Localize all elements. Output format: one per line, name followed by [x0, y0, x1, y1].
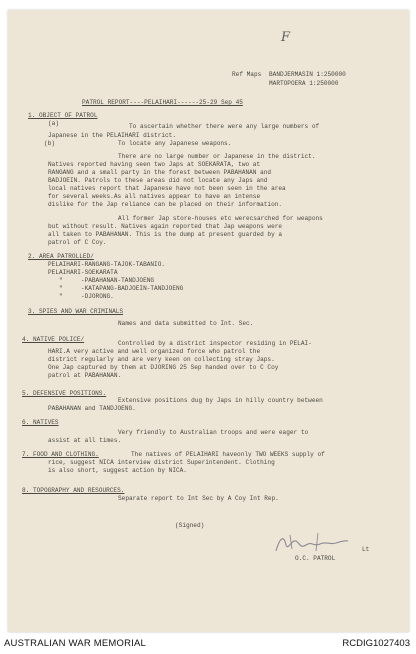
section-1a-label: (a) [48, 120, 59, 127]
section-1-para2-line: but without result. Natives again reported that Jap weapons were [48, 223, 283, 230]
section-4-line: patrol at PABAHANAN. [48, 372, 122, 379]
section-4-line: Controlled by a district inspector residing in PELAI- [118, 340, 312, 347]
signature-title: O.C. PATROL [295, 555, 336, 562]
area-route: " -DJORONG. [48, 293, 114, 300]
section-5-heading: 5. DEFENSIVE POSITIONS. [22, 390, 107, 397]
section-1-para1-line: RANGANG and a small party in the forest between PABAHANAN and [48, 169, 272, 176]
area-route: PELAIHARI-SOEKARATA [48, 269, 118, 276]
section-6-line: Very friendly to Australian troops and were eager to [118, 429, 309, 436]
section-7-heading: 7. FOOD AND CLOTHING. [22, 451, 99, 458]
section-7-line: The natives of PELAIHARI haveonly TWO WEEKS supply of [131, 451, 325, 458]
section-7-line: rice, suggest NICA interview district Superintendent. Clothing [48, 459, 275, 466]
section-1-heading: 1. OBJECT OF PATROL [28, 112, 98, 119]
handwritten-signature [270, 531, 358, 555]
section-6-line: assist at all times. [48, 437, 122, 444]
section-3-heading: 3. SPIES AND WAR CRIMINALS [28, 308, 124, 315]
signed-note: (Signed) [175, 522, 205, 529]
section-4-line: One Jap captured by them at DJORING 25 Sep handed over to C Coy [48, 364, 279, 371]
section-1a-line: To ascertain whether there were any large numbers of [129, 123, 320, 130]
section-4-line: HARI.A very active and well organized force who patrol the [48, 348, 261, 355]
section-7-line: is also short, suggest action by NICA. [48, 467, 187, 474]
section-4-line: district regularly and are very keen on collecting stray Japs. [48, 356, 275, 363]
ref-map-1: BANDJERMASIN 1:250000 [269, 71, 346, 78]
section-1-para2-line: patrol of C Coy. [48, 239, 107, 246]
section-1-para2-line: All former Jap store-houses etc werecsarched for weapons [118, 215, 323, 222]
area-route: " -PABAHANAN-TANDJOENG [48, 277, 155, 284]
section-1-para2-line: all taken to PABAHANAN. This is the dump at present guarded by a [48, 231, 283, 238]
section-6-heading: 6. NATIVES [22, 419, 59, 426]
section-1-para1-line: for several weeks.As all natives appear to have an intense [48, 193, 261, 200]
area-route: " -KATAPANG-BADJOEIN-TANDJOENG [48, 285, 184, 292]
section-1-para1-line: local natives report that Japanese have not been seen in the area [48, 185, 286, 192]
ref-maps-label: Ref Maps [232, 71, 262, 78]
ref-map-2: MARTOPOERA 1:250000 [269, 80, 339, 87]
report-title: PATROL REPORT----PELAIHARI------25-29 Sep 45 [82, 99, 243, 106]
footer-record-id: RCDIG1027403 [342, 638, 410, 649]
footer-bar [0, 634, 416, 654]
section-4-heading: 4. NATIVE POLICE/ [22, 336, 85, 343]
section-8-line: Separate report to Int Sec by A Coy Int Rep. [118, 495, 279, 502]
section-1a-line: Japanese in the PELAIHARI district. [48, 132, 176, 139]
section-1-para1-line: There are no large number or Japanese in the district. [118, 153, 316, 160]
section-3-line: Names and data submitted to Int. Sec. [118, 320, 254, 327]
footer-institution: AUSTRALIAN WAR MEMORIAL [4, 638, 147, 649]
section-2-heading: 2. AREA PATROLLED/ [28, 253, 94, 260]
section-8-heading: 8. TOPOGRAPHY AND RESOURCES. [22, 487, 125, 494]
area-route: PELAIHARI-RANGANG-TAJOK-TABANIO. [48, 261, 166, 268]
section-1b-label: (b) [44, 140, 55, 147]
section-1-para1-line: BADJOEIN. Patrols to these areas did not locate any Japs and [48, 177, 268, 184]
signature-rank: Lt [362, 546, 370, 553]
section-5-line: PABAHANAN and TANDJOENG. [48, 405, 136, 412]
section-1-para1-line: dislike for the Jap reliance can be placed on their information. [48, 201, 283, 208]
section-1b-line: To locate any Japanese weapons. [118, 140, 232, 147]
page-letter-mark: F [281, 30, 291, 45]
section-1-para1-line: Natives reported having seen two Japs at SOEKARATA, two at [48, 161, 261, 168]
section-5-line: Extensive positions dug by Japs in hilly country between [118, 397, 323, 404]
